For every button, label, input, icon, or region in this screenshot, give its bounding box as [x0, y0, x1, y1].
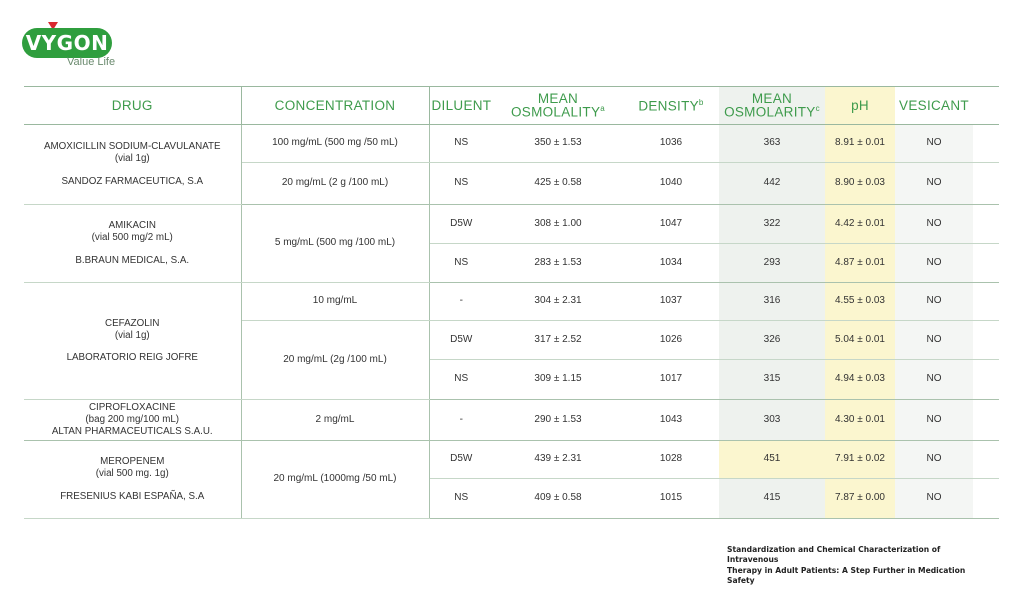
ph-cell: 5.04 ± 0.01 [825, 321, 895, 360]
osmolarity-cell: 303 [719, 400, 825, 441]
vesicant-cell: NO [895, 400, 973, 441]
osmolality-cell: 290 ± 1.53 [493, 400, 623, 441]
osmolarity-cell: 316 [719, 283, 825, 321]
concentration-cell: 10 mg/mL [241, 283, 429, 321]
density-cell: 1017 [623, 360, 719, 400]
vesicant-cell: NO [895, 441, 973, 479]
header-ph: pH [825, 87, 895, 125]
ph-cell: 4.30 ± 0.01 [825, 400, 895, 441]
density-cell: 1043 [623, 400, 719, 441]
osmolality-cell: 309 ± 1.15 [493, 360, 623, 400]
table-row [24, 125, 999, 163]
header-diluent: DILUENT [429, 87, 493, 125]
ph-cell: 4.55 ± 0.03 [825, 283, 895, 321]
header-mean-osmolarity: MEAN OSMOLARITY$^c$ [719, 87, 825, 125]
ph-cell: 4.42 ± 0.01 [825, 205, 895, 244]
spacer-cell [973, 163, 999, 205]
header-drug: DRUG [24, 87, 241, 125]
ph-cell: 7.91 ± 0.02 [825, 441, 895, 479]
diluent-cell: D5W [429, 441, 493, 479]
vesicant-cell: NO [895, 283, 973, 321]
header-concentration: CONCENTRATION [241, 87, 429, 125]
ph-cell: 7.87 ± 0.00 [825, 479, 895, 519]
concentration-cell: 100 mg/mL (500 mg /50 mL) [241, 125, 429, 163]
spacer-cell [973, 205, 999, 244]
diluent-cell: - [429, 400, 493, 441]
osmolality-cell: 350 ± 1.53 [493, 125, 623, 163]
osmolality-cell: 439 ± 2.31 [493, 441, 623, 479]
concentration-cell: 2 mg/mL [241, 400, 429, 441]
table-row [24, 205, 999, 244]
osmolality-cell: 409 ± 0.58 [493, 479, 623, 519]
osmolality-cell: 283 ± 1.53 [493, 244, 623, 283]
osmolarity-cell: 322 [719, 205, 825, 244]
drug-cell: CEFAZOLIN (vial 1g) LABORATORIO REIG JOFRE [24, 283, 241, 400]
osmolality-cell: 425 ± 0.58 [493, 163, 623, 205]
diluent-cell: NS [429, 244, 493, 283]
density-cell: 1047 [623, 205, 719, 244]
drug-cell: MEROPENEM (vial 500 mg. 1g) FRESENIUS KABI ESPAÑA, S.A [24, 441, 241, 519]
ph-cell: 8.91 ± 0.01 [825, 125, 895, 163]
header-spacer [973, 87, 999, 125]
concentration-cell: 20 mg/mL (1000mg /50 mL) [241, 441, 429, 519]
header-density: DENSITY$^b$ [623, 87, 719, 125]
logo-brand: VYGON [22, 28, 112, 58]
drug-cell: CIPROFLOXACINE (bag 200 mg/100 mL) ALTAN PHARMACEUTICALS S.A.U. [24, 400, 241, 441]
vesicant-cell: NO [895, 360, 973, 400]
ph-cell: 8.90 ± 0.03 [825, 163, 895, 205]
spacer-cell [973, 400, 999, 441]
density-cell: 1028 [623, 441, 719, 479]
osmolarity-cell: 415 [719, 479, 825, 519]
spacer-cell [973, 244, 999, 283]
osmolality-table [24, 86, 999, 519]
source-line-2: Therapy in Adult Patients: A Step Further in Medication Safety [727, 565, 966, 585]
density-cell: 1034 [623, 244, 719, 283]
spacer-cell [973, 479, 999, 519]
osmolality-cell: 304 ± 2.31 [493, 283, 623, 321]
diluent-cell: NS [429, 360, 493, 400]
spacer-cell [973, 283, 999, 321]
density-cell: 1040 [623, 163, 719, 205]
header-vesicant: VESICANT [895, 87, 973, 125]
table-row [24, 441, 999, 479]
concentration-cell: 20 mg/mL (2g /100 mL) [241, 321, 429, 400]
vesicant-cell: NO [895, 479, 973, 519]
vesicant-cell: NO [895, 125, 973, 163]
table-row [24, 283, 999, 321]
density-cell: 1026 [623, 321, 719, 360]
spacer-cell [973, 125, 999, 163]
osmolarity-cell: 326 [719, 321, 825, 360]
spacer-cell [973, 441, 999, 479]
source-citation [727, 545, 987, 586]
diluent-cell: NS [429, 479, 493, 519]
diluent-cell: - [429, 283, 493, 321]
osmolarity-cell: 451 [719, 441, 825, 479]
diluent-cell: NS [429, 163, 493, 205]
concentration-cell: 20 mg/mL (2 g /100 mL) [241, 163, 429, 205]
header-mean-osmolality: MEAN OSMOLALITY$^a$ [493, 87, 623, 125]
osmolality-cell: 317 ± 2.52 [493, 321, 623, 360]
spacer-cell [973, 321, 999, 360]
drug-cell: AMIKACIN (vial 500 mg/2 mL) B.BRAUN MEDICAL, S.A. [24, 205, 241, 283]
osmolarity-cell: 363 [719, 125, 825, 163]
ph-cell: 4.94 ± 0.03 [825, 360, 895, 400]
vesicant-cell: NO [895, 163, 973, 205]
concentration-cell: 5 mg/mL (500 mg /100 mL) [241, 205, 429, 283]
vesicant-cell: NO [895, 244, 973, 283]
logo-tagline: Value Life [67, 56, 116, 68]
osmolarity-cell: 293 [719, 244, 825, 283]
density-cell: 1037 [623, 283, 719, 321]
diluent-cell: D5W [429, 205, 493, 244]
osmolarity-cell: 442 [719, 163, 825, 205]
drug-cell: AMOXICILLIN SODIUM-CLAVULANATE (vial 1g) SANDOZ FARMACEUTICA, S.A [24, 125, 241, 205]
vesicant-cell: NO [895, 321, 973, 360]
diluent-cell: D5W [429, 321, 493, 360]
source-line-1: Standardization and Chemical Characterization of Intravenous [727, 545, 941, 565]
diluent-cell: NS [429, 125, 493, 163]
table-row [24, 400, 999, 441]
spacer-cell [973, 360, 999, 400]
ph-cell: 4.87 ± 0.01 [825, 244, 895, 283]
osmolality-cell: 308 ± 1.00 [493, 205, 623, 244]
density-cell: 1015 [623, 479, 719, 519]
osmolarity-cell: 315 [719, 360, 825, 400]
vesicant-cell: NO [895, 205, 973, 244]
header-row [24, 87, 999, 125]
density-cell: 1036 [623, 125, 719, 163]
